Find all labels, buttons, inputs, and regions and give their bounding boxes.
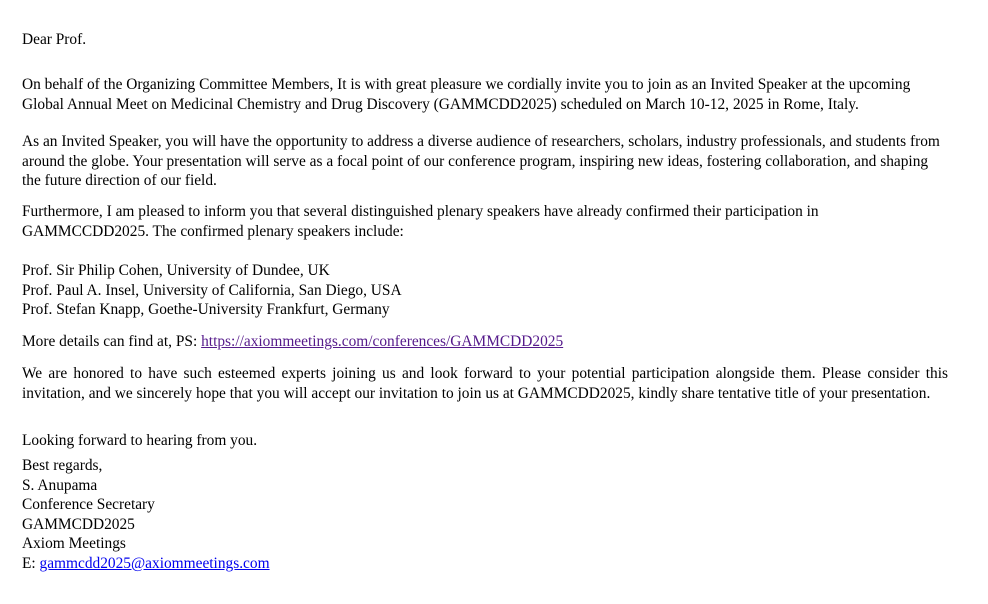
- honored-paragraph: We are honored to have such esteemed experts joining us and look forward to your potential participation alongside them. Please consider this invitation, and we sincerely hope that you will accept our invitation to join us at GAMMCDD2025, kindly share tentative title of your presentation.: [22, 365, 948, 402]
- signature-title: Conference Secretary: [22, 496, 155, 513]
- signature-name: S. Anupama: [22, 476, 98, 494]
- speaker-item: Prof. Sir Philip Cohen, University of Dundee, UK: [22, 262, 330, 279]
- speaker-item: Prof. Stefan Knapp, Goethe-University Frankfurt, Germany: [22, 301, 390, 318]
- speaker-item: Prof. Paul A. Insel, University of California, San Diego, USA: [22, 281, 402, 299]
- closing-line: Looking forward to hearing from you.: [22, 432, 258, 449]
- signature: [22, 456, 950, 573]
- conference-link[interactable]: https://axiommeetings.com/conferences/GAMMCDD2025: [201, 333, 564, 350]
- greeting: Dear Prof.: [22, 31, 87, 48]
- signature-event: GAMMCDD2025: [22, 515, 135, 533]
- details-prefix: More details can find at, PS:: [22, 333, 202, 350]
- speaker-list: [22, 261, 950, 320]
- signature-organization: Axiom Meetings: [22, 535, 126, 552]
- email-prefix: E:: [22, 554, 40, 572]
- signature-regards: Best regards,: [22, 457, 103, 474]
- invitation-paragraph: On behalf of the Organizing Committee Members, It is with great pleasure we cordially invite you to join as an Invited Speaker at the upcoming Global Annual Meet on Medicinal Chemistry and Drug Discovery (GAMMCDD2025) scheduled on March 10-12, 2025 in Rome, Italy.: [22, 76, 911, 113]
- plenary-intro-paragraph: Furthermore, I am pleased to inform you that several distinguished plenary speakers have already confirmed their participation in GAMMCCDD2025. The confirmed plenary speakers include:: [22, 203, 819, 240]
- email-link[interactable]: gammcdd2025@axiommeetings.com: [39, 554, 270, 572]
- opportunity-paragraph: As an Invited Speaker, you will have the opportunity to address a diverse audience of researchers, scholars, industry professionals, and students from around the globe. Your presentation will serve as a focal point of our conference program, inspiring new ideas, fostering collaboration, and shaping the future direction of our field.: [22, 133, 940, 189]
- signature-email-line: [22, 554, 950, 574]
- details-line: [22, 332, 950, 352]
